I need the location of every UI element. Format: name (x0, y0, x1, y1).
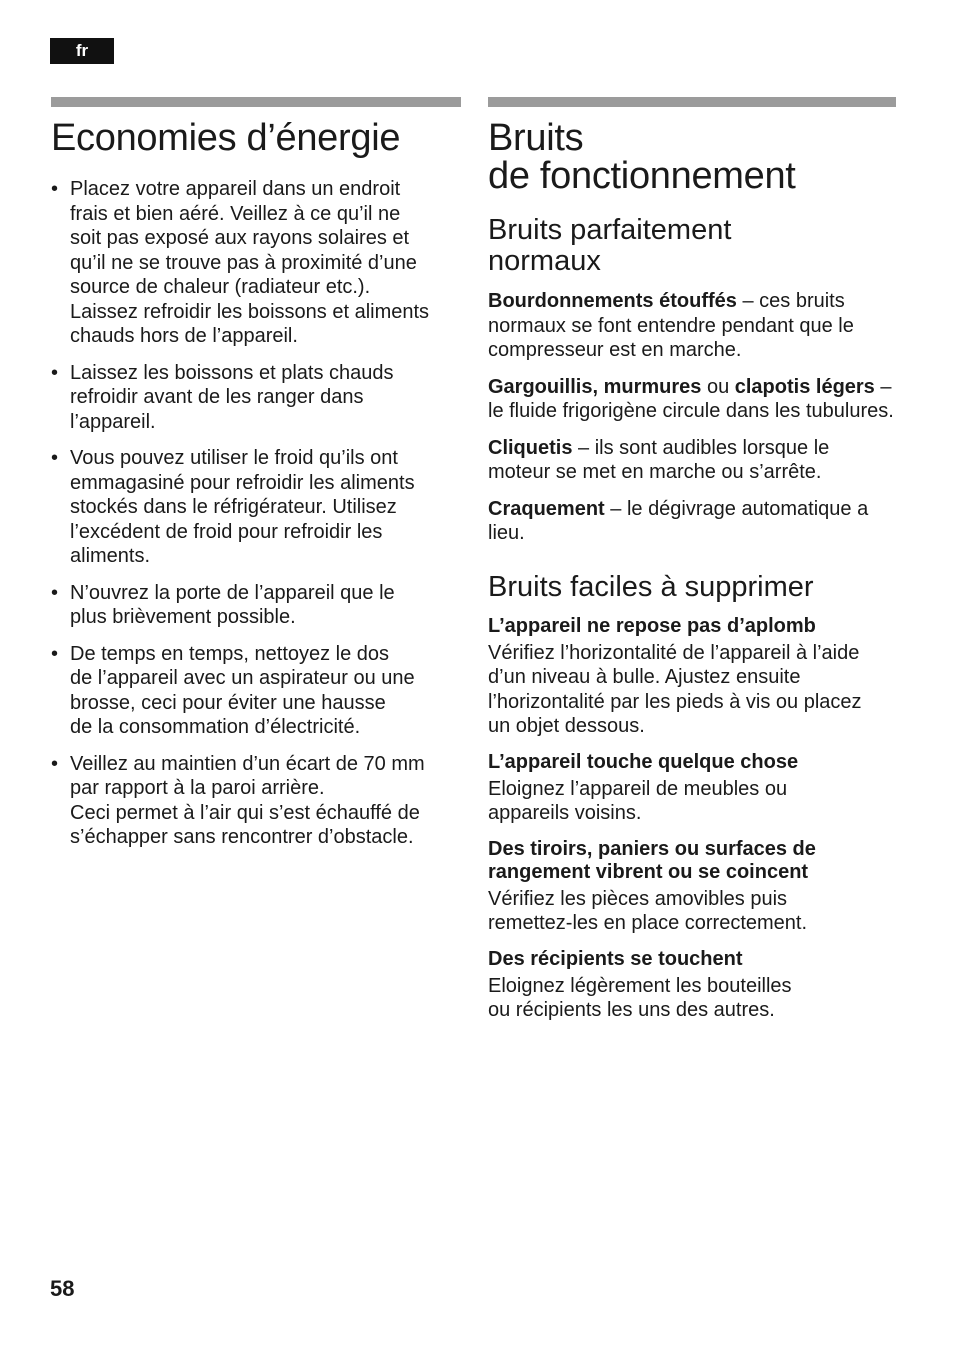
tip-text-line: stockés dans le réfrigérateur. Utilisez (70, 496, 397, 518)
bullet-icon: • (51, 642, 59, 665)
tip-text-line: s’échapper sans rencontrer d’obstacle. (70, 826, 414, 848)
problem-solution: Eloignez l’appareil de meubles ou appareils voisins. (488, 777, 788, 824)
tip-text-line: l’appareil. (70, 410, 156, 433)
problem-solution: Eloignez légèrement les bouteilles ou récipients les uns des autres. (488, 974, 792, 1021)
section-rule (51, 97, 461, 107)
tip-text-line: soit pas exposé aux rayons solaires et (70, 227, 410, 249)
bullet-icon: • (51, 447, 59, 469)
bullet-icon: • (51, 581, 59, 604)
problem-heading: L’appareil ne repose pas d’aplomb (488, 614, 816, 637)
title-line: de fonctionnement (488, 155, 796, 197)
bullet-icon: • (51, 178, 59, 200)
problem-heading: Des tiroirs, paniers ou surfaces de rangement vibrent ou se coincent (488, 837, 816, 883)
tip-text-line: Laissez les boissons et plats chauds (70, 361, 394, 384)
tip-text-line: plus brièvement possible. (70, 606, 296, 628)
noise-item: Craquement – le dégivrage automatique a lieu. (488, 497, 869, 544)
problem-solution: Vérifiez l’horizontalité de l’appareil à l’aide d’un niveau à bulle. Ajustez ensuite l’horizontalité par les pieds à vis ou placez un objet dessous. (488, 641, 862, 737)
bullet-icon: • (51, 752, 59, 775)
language-tag: fr (50, 38, 114, 64)
tip-text-line: aliments. (70, 545, 151, 567)
problem-heading: Des récipients se touchent (488, 947, 743, 970)
tip-text-line: emmagasiné pour refroidir les aliments (70, 471, 415, 494)
tip-text-line: N’ouvrez la porte de l’appareil que le (70, 581, 395, 604)
tip-text-line: refroidir avant de les ranger dans (70, 386, 364, 408)
title-line: Bruits (488, 117, 584, 159)
energy-saving-section (51, 97, 461, 862)
tip-text-line: brosse, ceci pour éviter une hausse (70, 691, 386, 714)
energy-tip-item (51, 752, 461, 850)
tip-text-line: de la consommation d’électricité. (70, 716, 361, 738)
tip-text-line: qu’il ne se trouve pas à proximité d’une (70, 251, 417, 274)
section-title (488, 119, 896, 195)
problem-heading: L’appareil touche quelque chose (488, 750, 799, 773)
energy-tip-item (51, 446, 461, 569)
problem-solution: Vérifiez les pièces amovibles puis remettez-les en place correctement. (488, 887, 808, 934)
tip-text-line: Laissez refroidir les boissons et aliments (70, 300, 430, 323)
tip-text-line: De temps en temps, nettoyez le dos (70, 642, 390, 665)
normal-noises-heading: Bruits parfaitement normaux (488, 214, 732, 277)
tip-text-line: l’excédent de froid pour refroidir les (70, 520, 383, 543)
tip-text-line: source de chaleur (radiateur etc.). (70, 276, 371, 298)
noise-item: Cliquetis – ils sont audibles lorsque le moteur se met en marche ou s’arrête. (488, 436, 830, 483)
tip-text-line: Ceci permet à l’air qui s’est échauffé de (70, 801, 420, 824)
page-number: 58 (50, 1276, 75, 1301)
tip-text-line: Vous pouvez utiliser le froid qu’ils ont (70, 447, 398, 469)
easy-noises-heading: Bruits faciles à supprimer (488, 570, 814, 603)
operating-noises-section (488, 97, 896, 1023)
section-rule (488, 97, 896, 107)
energy-tip-item (51, 361, 461, 435)
tip-text-line: frais et bien aéré. Veillez à ce qu’il ne (70, 202, 401, 225)
tip-text-line: de l’appareil avec un aspirateur ou une (70, 667, 415, 689)
tip-text-line: Placez votre appareil dans un endroit (70, 178, 401, 200)
tip-text-line: Veillez au maintien d’un écart de 70 mm (70, 752, 425, 775)
tip-text-line: chauds hors de l’appareil. (70, 325, 298, 347)
noise-item: Gargouillis, murmures ou clapotis légers – le fluide frigorigène circule dans les tubulures. (488, 375, 894, 422)
section-title: Economies d’énergie (51, 117, 401, 159)
easy-noises-list (488, 615, 896, 1023)
energy-tip-item (51, 642, 461, 740)
bullet-icon: • (51, 361, 59, 384)
energy-tips-list (51, 177, 461, 850)
noise-item: Bourdonnements étouffés – ces bruits normaux se font entendre pendant que le compresseur est en marche. (488, 290, 854, 361)
energy-tip-item (51, 177, 461, 349)
energy-tip-item (51, 581, 461, 630)
tip-text-line: par rapport à la paroi arrière. (70, 777, 325, 799)
